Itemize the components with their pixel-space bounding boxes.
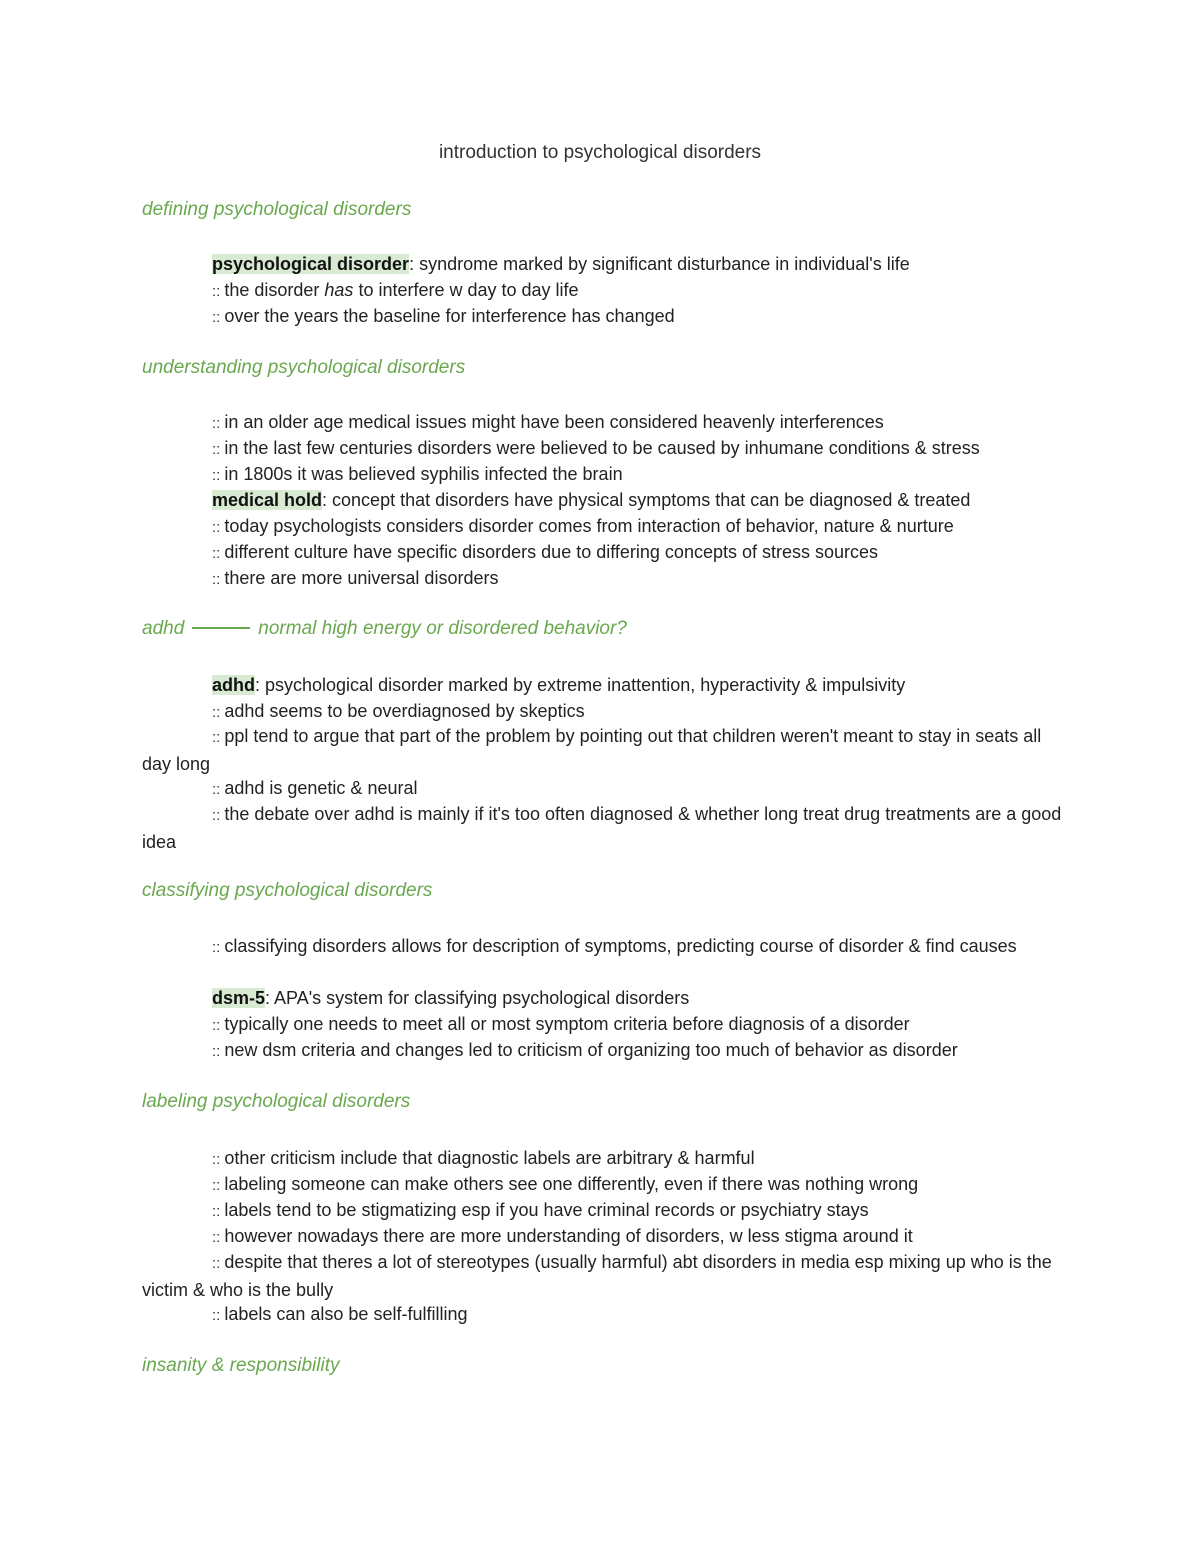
definition-line [142, 672, 1062, 698]
bullet-line: :: ppl tend to argue that part of the problem by pointing out that children weren't meant to stay in seats all day long [142, 726, 1042, 774]
bullet-line: :: in 1800s it was believed syphilis infected the brain [212, 464, 623, 484]
term-highlight: medical hold [212, 490, 323, 510]
bullet-line: :: typically one needs to meet all or most symptom criteria before diagnosis of a disorder [212, 1014, 910, 1034]
bullet-icon: :: [212, 309, 221, 326]
section-heading: adhd normal high energy or disordered behavior? [142, 618, 627, 639]
bullet-line: :: despite that theres a lot of stereotypes (usually harmful) abt disorders in media esp mixing up who is the victim & who is the bully [142, 1252, 1052, 1300]
bullet-line: :: in an older age medical issues might have been considered heavenly interferences [212, 412, 884, 432]
section-heading: classifying psychological disorders [142, 880, 433, 901]
definition-line [142, 985, 1062, 1011]
bullet-icon: :: [212, 1177, 221, 1194]
bullet-line: :: other criticism include that diagnostic labels are arbitrary & harmful [212, 1148, 755, 1168]
bullet-line: :: adhd seems to be overdiagnosed by skeptics [212, 701, 585, 721]
section-heading: labeling psychological disorders [142, 1091, 411, 1112]
term-highlight: psychological disorder [212, 254, 410, 274]
bullet-icon: :: [212, 545, 221, 562]
bullet-line: :: over the years the baseline for interference has changed [212, 306, 675, 326]
bullet-line: :: labels tend to be stigmatizing esp if you have criminal records or psychiatry stays [212, 1200, 869, 1220]
bullet-icon: :: [212, 467, 221, 484]
bullet-icon: :: [212, 939, 221, 956]
bullet-icon: :: [212, 1255, 221, 1272]
bullet-icon: :: [212, 1203, 221, 1220]
section-heading: insanity & responsibility [142, 1355, 340, 1376]
definition-text: : APA's system for classifying psychological disorders [265, 988, 690, 1008]
bullet-line: :: labels can also be self-fulfilling [212, 1304, 468, 1324]
bullet-icon: :: [212, 571, 221, 588]
bullet-icon: :: [212, 781, 221, 798]
bullet-icon: :: [212, 1151, 221, 1168]
section-heading: defining psychological disorders [142, 199, 412, 220]
definition-text: : psychological disorder marked by extreme inattention, hyperactivity & impulsivity [255, 675, 906, 695]
bullet-icon: :: [212, 729, 221, 746]
bullet-icon: :: [212, 519, 221, 536]
term-highlight: adhd [212, 675, 255, 695]
bullet-icon: :: [212, 1229, 221, 1246]
bullet-icon: :: [212, 1017, 221, 1034]
document-title: introduction to psychological disorders [438, 142, 762, 163]
bullet-line: :: there are more universal disorders [212, 568, 499, 588]
bullet-icon: :: [212, 807, 221, 824]
bullet-line: :: adhd is genetic & neural [212, 778, 418, 798]
definition-text: : concept that disorders have physical symptoms that can be diagnosed & treated [322, 490, 971, 510]
bullet-line: :: different culture have specific disorders due to differing concepts of stress sources [212, 542, 879, 562]
term-highlight: dsm-5 [212, 988, 266, 1008]
bullet-line: :: the disorder has to interfere w day to day life [212, 280, 579, 300]
bullet-icon: :: [212, 415, 221, 432]
definition-line [142, 487, 1062, 513]
bullet-line: :: new dsm criteria and changes led to criticism of organizing too much of behavior as disorder [212, 1040, 958, 1060]
bullet-line: :: labeling someone can make others see one differently, even if there was nothing wrong [212, 1174, 919, 1194]
bullet-icon: :: [212, 704, 221, 721]
emphasis-text: has [324, 280, 354, 300]
bullet-line: :: the debate over adhd is mainly if it's too often diagnosed & whether long treat drug treatments are a good idea [142, 804, 1062, 852]
bullet-line: :: today psychologists considers disorder comes from interaction of behavior, nature & nurture [212, 516, 954, 536]
heading-dash-rule [192, 627, 250, 629]
bullet-icon: :: [212, 1307, 221, 1324]
bullet-line: :: in the last few centuries disorders were believed to be caused by inhumane conditions & stress [212, 438, 980, 458]
bullet-line: :: classifying disorders allows for description of symptoms, predicting course of disorder & find causes [212, 936, 1017, 956]
bullet-icon: :: [212, 441, 221, 458]
definition-text: : syndrome marked by significant disturbance in individual's life [409, 254, 910, 274]
bullet-icon: :: [212, 1043, 221, 1060]
section-heading: understanding psychological disorders [142, 357, 466, 378]
bullet-icon: :: [212, 283, 221, 300]
bullet-line: :: however nowadays there are more understanding of disorders, w less stigma around it [212, 1226, 913, 1246]
definition-line [142, 251, 1062, 277]
